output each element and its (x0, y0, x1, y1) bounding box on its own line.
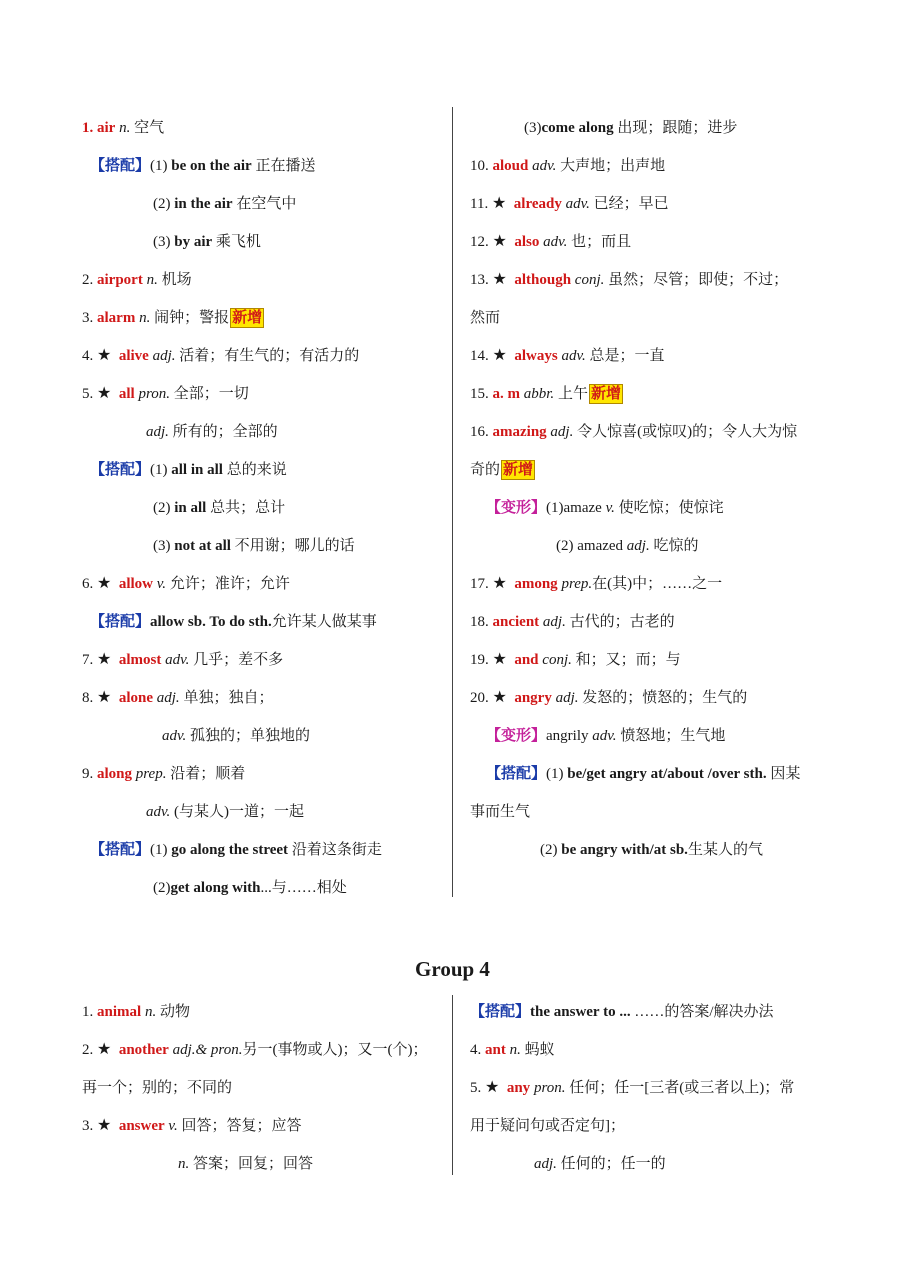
headword: and (514, 652, 539, 668)
entry-number: 7. (82, 652, 97, 668)
entry-number: 2. (82, 272, 97, 288)
entry-all-sense-2 (146, 422, 278, 442)
entry-number: 17. (470, 576, 493, 592)
part-of-speech: prep. (557, 576, 593, 592)
definition: 因某 (766, 766, 801, 782)
collocation-line: (2) in the air 在空气中 (153, 196, 297, 212)
part-of-speech: v. (601, 500, 615, 516)
entry-number: 4. (470, 1042, 485, 1058)
entry-almost (82, 650, 283, 670)
entry-already (470, 194, 669, 214)
new-badge: 新增 (232, 310, 263, 326)
headword: already (513, 196, 562, 212)
headword: amazing (492, 424, 547, 440)
headword: almost (118, 652, 162, 668)
definition-continuation: 然而 (470, 310, 501, 326)
headword: among (514, 576, 558, 592)
headword: ancient (492, 614, 540, 630)
definition: 蚂蚁 (520, 1042, 555, 1058)
definition: ……的答案/解决办法 (630, 1004, 774, 1020)
definition: 总是；一直 (585, 348, 665, 364)
entry-always (470, 346, 665, 366)
headword: angry (514, 690, 552, 706)
collocation-line: (3)come along 出现；跟随；进步 (524, 120, 738, 136)
phrase: be on the air (171, 158, 252, 174)
headword: all (118, 386, 135, 402)
variant-line: 【变形】angrily adv. 愤怒地；生气地 (486, 728, 726, 744)
phrase: the answer to ... (530, 1004, 631, 1020)
definition: 空气 (130, 120, 165, 136)
phrase: all in all (171, 462, 223, 478)
part-of-speech: adj. (148, 348, 176, 364)
star-icon: ★ (97, 689, 112, 706)
entry-number: 5. (82, 386, 97, 402)
definition: 令人惊喜(或惊叹)的；令人大为惊 (573, 424, 798, 440)
phrase: go along the street (171, 842, 289, 858)
part-of-speech: n. (178, 1156, 190, 1172)
definition: 生某人的气 (687, 842, 763, 858)
part-of-speech: adj.& pron. (168, 1042, 243, 1058)
part-of-speech: adv. (162, 728, 187, 744)
entry-number: 3. (82, 1118, 97, 1134)
definition: 回答；答复；应答 (177, 1118, 302, 1134)
collocation-label: 【搭配】 (90, 842, 151, 858)
new-badge: 新增 (590, 386, 621, 402)
star-icon: ★ (97, 385, 112, 402)
part-of-speech: conj. (538, 652, 572, 668)
definition: 也；而且 (567, 234, 632, 250)
collocation-line: 【搭配】(1) all in all 总的来说 (90, 462, 287, 478)
definition: 几乎；差不多 (189, 652, 284, 668)
definition-continuation: 事而生气 (470, 804, 531, 820)
column-divider-top (452, 107, 453, 897)
phrase: in the air (174, 196, 233, 212)
entry-also (470, 232, 631, 252)
part-of-speech: adv. (588, 728, 617, 744)
part-of-speech: conj. (571, 272, 605, 288)
headword: airport (97, 272, 143, 288)
entry-all (82, 384, 249, 404)
entry-answer-sense-2 (178, 1154, 313, 1174)
definition: 和；又；而；与 (571, 652, 681, 668)
part-of-speech: adv. (528, 158, 557, 174)
part-of-speech: adv. (557, 348, 586, 364)
entry-along (82, 764, 245, 784)
star-icon: ★ (492, 575, 507, 592)
definition: 上午 (554, 386, 588, 402)
definition: ...与……相处 (260, 880, 347, 896)
star-icon: ★ (491, 195, 507, 212)
entry-number: 5. (470, 1080, 485, 1096)
headword: animal (97, 1004, 142, 1020)
collocation-line: (3) by air 乘飞机 (153, 234, 261, 250)
headword: air (97, 120, 116, 136)
phrase: come along (541, 120, 614, 136)
phrase: be/get angry at/about /over sth. (567, 766, 767, 782)
definition: 使吃惊；使惊诧 (614, 500, 724, 516)
new-badge: 新增 (503, 462, 534, 478)
star-icon: ★ (492, 689, 507, 706)
collocation-line: 【搭配】(1) be/get angry at/about /over sth. 因某 (486, 766, 801, 782)
definition: (与某人)一道；一起 (170, 804, 305, 820)
group-title: Group 4 (415, 957, 490, 981)
star-icon: ★ (97, 1117, 112, 1134)
definition: 在(其)中；……之一 (592, 576, 723, 592)
part-of-speech: adv. (539, 234, 568, 250)
collocation-line: (2) be angry with/at sb.生某人的气 (540, 842, 763, 858)
headword: another (118, 1042, 169, 1058)
definition: 总共；总计 (206, 500, 286, 516)
entry-number: 4. (82, 348, 97, 364)
definition: 活着；有生气的；有活力的 (175, 348, 360, 364)
part-of-speech: adj. (551, 690, 579, 706)
headword: alone (118, 690, 154, 706)
headword: also (514, 234, 540, 250)
headword: any (506, 1080, 531, 1096)
entry-number: 10. (470, 158, 493, 174)
entry-alone-sense-2 (162, 726, 310, 746)
definition: 沿着；顺着 (166, 766, 246, 782)
part-of-speech: adj. (534, 1156, 557, 1172)
definition: 允许；准许；允许 (166, 576, 290, 592)
definition-continuation: 再一个；别的；不同的 (82, 1080, 233, 1096)
star-icon: ★ (492, 651, 507, 668)
headword: always (514, 348, 558, 364)
entry-number: 11. (470, 196, 492, 212)
entry-ancient (470, 612, 675, 632)
headword: a. m (492, 386, 520, 402)
definition: 虽然；尽管；即使；不过； (604, 272, 789, 288)
part-of-speech: n. (115, 120, 131, 136)
variant-label: 【变形】 (486, 728, 547, 744)
part-of-speech: adj. (153, 690, 180, 706)
definition: 另一(事物或人)；又一(个)； (242, 1042, 428, 1058)
entry-another (82, 1040, 427, 1060)
entry-along-sense-2 (146, 802, 304, 822)
entry-amazing (470, 422, 797, 442)
definition: 答案；回复；回答 (189, 1156, 314, 1172)
definition: 单独；独自； (179, 690, 274, 706)
definition: 动物 (156, 1004, 190, 1020)
headword: alarm (97, 310, 136, 326)
collocation-line: 【搭配】(1) be on the air 正在播送 (90, 158, 316, 174)
collocation-line: (2)get along with...与……相处 (153, 880, 347, 896)
part-of-speech: n. (505, 1042, 521, 1058)
part-of-speech: adj. (146, 424, 169, 440)
part-of-speech: n. (135, 310, 151, 326)
phrase: not at all (174, 538, 231, 554)
collocation-line: 【搭配】(1) go along the street 沿着这条街走 (90, 842, 382, 858)
column-divider-bottom (452, 995, 453, 1175)
headword: allow (118, 576, 154, 592)
entry-alarm (82, 308, 264, 328)
definition: 大声地；出声地 (556, 158, 666, 174)
entry-among (470, 574, 722, 594)
definition: 在空气中 (232, 196, 297, 212)
entry-answer (82, 1116, 301, 1136)
part-of-speech: adj. (623, 538, 650, 554)
entry-number: 19. (470, 652, 493, 668)
entry-number: 3. (82, 310, 97, 326)
headword: along (97, 766, 133, 782)
definition: 沿着这条街走 (288, 842, 382, 858)
definition: 所有的；全部的 (168, 424, 278, 440)
part-of-speech: n. (141, 1004, 157, 1020)
entry-number: 8. (82, 690, 97, 706)
entry-aloud (470, 156, 665, 176)
phrase: by air (174, 234, 213, 250)
part-of-speech: v. (153, 576, 167, 592)
collocation-label: 【搭配】 (486, 766, 547, 782)
part-of-speech: adj. (546, 424, 574, 440)
definition: 愤怒地；生气地 (616, 728, 726, 744)
star-icon: ★ (97, 575, 112, 592)
entry-although (470, 270, 788, 290)
entry-any-sense-2 (534, 1154, 666, 1174)
definition: 机场 (157, 272, 192, 288)
entry-number: 13. (470, 272, 493, 288)
headword: answer (118, 1118, 165, 1134)
collocation-label: 【搭配】 (90, 158, 151, 174)
entry-angry (470, 688, 747, 708)
definition: 正在播送 (251, 158, 316, 174)
part-of-speech: pron. (530, 1080, 566, 1096)
definition: 乘飞机 (212, 234, 261, 250)
entry-number: 2. (82, 1042, 97, 1058)
star-icon: ★ (97, 651, 112, 668)
part-of-speech: adj. (539, 614, 566, 630)
collocation-line: (2) in all 总共；总计 (153, 500, 286, 516)
part-of-speech: adv. (561, 196, 590, 212)
definition: 古代的；古老的 (565, 614, 675, 630)
headword: aloud (492, 158, 529, 174)
entry-air (82, 118, 164, 138)
star-icon: ★ (97, 1041, 112, 1058)
phrase: be angry with/at sb. (561, 842, 688, 858)
definition: 已经；早已 (589, 196, 669, 212)
entry-number: 15. (470, 386, 493, 402)
definition: 任何；任一[三者(或三者以上)；常 (565, 1080, 795, 1096)
entry-allow (82, 574, 290, 594)
headword: alive (118, 348, 149, 364)
part-of-speech: prep. (132, 766, 167, 782)
star-icon: ★ (485, 1079, 500, 1096)
definition: 发怒的；愤怒的；生气的 (578, 690, 748, 706)
entry-number: 9. (82, 766, 97, 782)
star-icon: ★ (492, 347, 507, 364)
entry-number: 16. (470, 424, 493, 440)
entry-number: 18. (470, 614, 493, 630)
phrase: get along with (170, 880, 261, 896)
entry-number: 1. (82, 120, 97, 136)
entry-animal (82, 1002, 190, 1022)
phrase: allow sb. To do sth. (150, 614, 272, 630)
part-of-speech: abbr. (520, 386, 555, 402)
entry-and (470, 650, 681, 670)
part-of-speech: adv. (161, 652, 190, 668)
phrase: in all (174, 500, 207, 516)
definition: 允许某人做某事 (271, 614, 377, 630)
definition: 孤独的；单独地的 (186, 728, 311, 744)
definition: 不用谢；哪儿的话 (230, 538, 355, 554)
headword: although (514, 272, 572, 288)
definition: 总的来说 (222, 462, 287, 478)
entry-number: 14. (470, 348, 493, 364)
definition: 闹钟；警报 (150, 310, 230, 326)
entry-number: 6. (82, 576, 97, 592)
definition: 吃惊的 (649, 538, 699, 554)
definition: 全部；一切 (169, 386, 249, 402)
entry-any (470, 1078, 794, 1098)
entry-number: 12. (470, 234, 493, 250)
variant-line: (2) amazed adj. 吃惊的 (556, 538, 699, 554)
collocation-line: (3) not at all 不用谢；哪儿的话 (153, 538, 355, 554)
definition: 任何的；任一的 (556, 1156, 666, 1172)
collocation-line (90, 612, 377, 632)
entry-number: 1. (82, 1004, 97, 1020)
part-of-speech: v. (164, 1118, 178, 1134)
star-icon: ★ (97, 347, 112, 364)
entry-airport (82, 270, 192, 290)
entry-ant (470, 1040, 555, 1060)
entry-alive (82, 346, 359, 366)
part-of-speech: adv. (146, 804, 171, 820)
variant-label: 【变形】 (486, 500, 547, 516)
entry-alone (82, 688, 273, 708)
part-of-speech: n. (142, 272, 158, 288)
variant-line: 【变形】(1)amaze v. 使吃惊；使惊诧 (486, 500, 724, 516)
definition: 出现；跟随；进步 (613, 120, 738, 136)
star-icon: ★ (492, 271, 507, 288)
definition-continuation: 用于疑问句或否定句]； (470, 1118, 625, 1134)
collocation-line (470, 1002, 773, 1022)
collocation-label: 【搭配】 (90, 462, 151, 478)
collocation-label: 【搭配】 (90, 614, 151, 630)
part-of-speech: pron. (134, 386, 170, 402)
entry-number: 20. (470, 690, 493, 706)
star-icon: ★ (492, 233, 507, 250)
headword: ant (485, 1042, 506, 1058)
collocation-label: 【搭配】 (470, 1004, 531, 1020)
entry-am (470, 384, 623, 404)
definition-continuation: 奇的 新增 (470, 462, 534, 478)
